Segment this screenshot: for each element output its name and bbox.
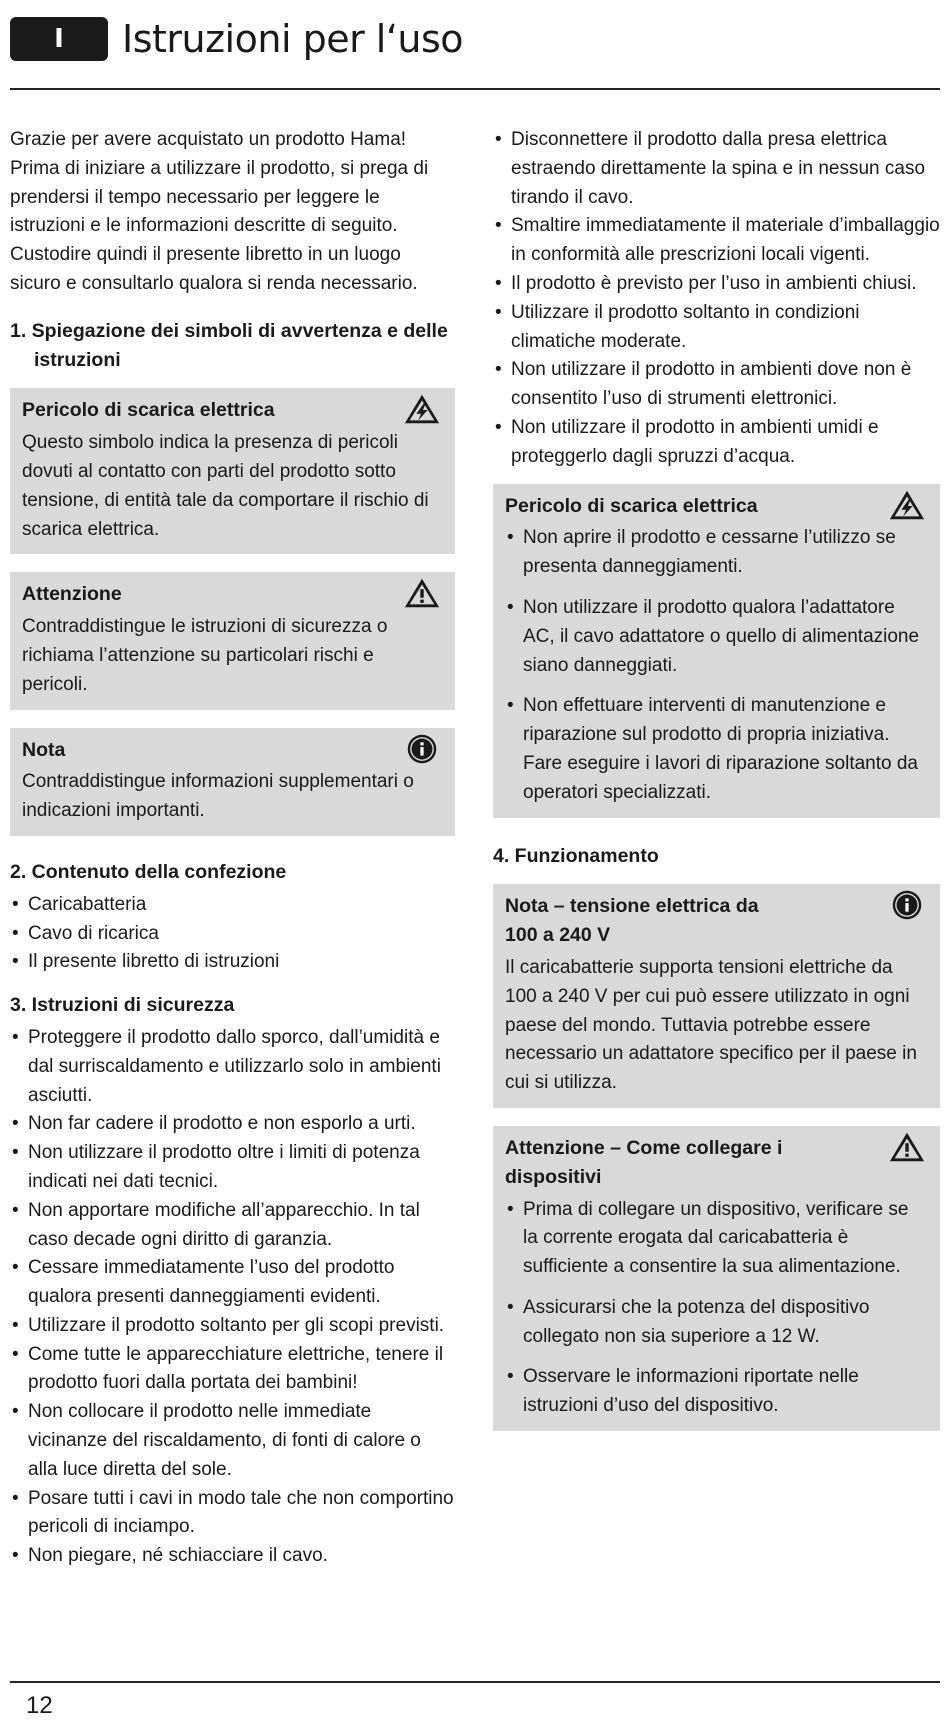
language-badge: I	[10, 17, 108, 61]
box-text: Questo simbolo indica la presenza di pericoli dovuti al contatto con parti del prodotto sotto tensione, di entità tale da comportare il rischio di scarica elettrica.	[22, 432, 429, 540]
list-item: • Non utilizzare il prodotto qualora l’adattatore AC, il cavo adattatore o quello di alimentazione siano danneggiati.	[505, 594, 928, 680]
list-item: • Non piegare, né schiacciare il cavo.	[10, 1542, 455, 1571]
right-column	[493, 126, 940, 1431]
document-title: Istruzioni per l‘uso	[122, 17, 464, 61]
box-title: Nota	[22, 738, 66, 761]
warning-icon	[888, 1130, 926, 1164]
box-title: Attenzione	[22, 583, 122, 606]
box-electric-danger	[493, 484, 940, 818]
box-electric-danger	[10, 388, 455, 554]
info-icon	[403, 732, 441, 766]
box-text: Contraddistingue le istruzioni di sicurezza o richiama l’attenzione su particolari rischi e pericoli.	[22, 616, 388, 695]
section-heading-symbols: 1. Spiegazione dei simboli di avvertenza e delle istruzioni	[10, 319, 448, 371]
list-item: • Non utilizzare il prodotto oltre i limiti di potenza indicati nei dati tecnici.	[10, 1139, 455, 1197]
list-item: • Posare tutti i cavi in modo tale che non comportino pericoli di inciampo.	[10, 1485, 455, 1543]
box-attention	[10, 572, 455, 709]
box-title: Attenzione – Come collegare i dispositivi	[505, 1136, 783, 1188]
list-item: • Prima di collegare un dispositivo, verificare se la corrente erogata dal caricabatteria è sufficiente a consentire la sua alimentazione.	[505, 1196, 928, 1282]
list-item: • Non apportare modifiche all’apparecchio. In tal caso decade ogni diritto di garanzia.	[10, 1197, 455, 1255]
list-item: • Utilizzare il prodotto soltanto per gli scopi previsti.	[10, 1312, 455, 1341]
box-text: Contraddistingue informazioni supplementari o indicazioni importanti.	[22, 771, 414, 822]
box-title: Pericolo di scarica elettrica	[505, 494, 758, 517]
intro-paragraph: Grazie per avere acquistato un prodotto Hama! Prima di iniziare a utilizzare il prodotto, si prega di prendersi il tempo necessario per leggere le istruzioni e le informazioni descritte di seguito. Custodire quindi il presente libretto in un luogo sicuro e consultarlo qualora si renda necessario.	[10, 129, 429, 294]
list-item: • Non utilizzare il prodotto in ambienti umidi e proteggerlo dagli spruzzi d’acqua.	[493, 414, 940, 472]
box-title: Pericolo di scarica elettrica	[22, 399, 275, 422]
package-contents-list	[10, 891, 455, 977]
warning-icon	[403, 576, 441, 610]
section-heading-contents: 2. Contenuto della confezione	[10, 860, 287, 883]
list-item: • Disconnettere il prodotto dalla presa elettrica estraendo direttamente la spina e in nessun caso tirando il cavo.	[493, 126, 940, 212]
safety-list-continued	[493, 126, 940, 472]
list-item: • Come tutte le apparecchiature elettriche, tenere il prodotto fuori dalla portata dei bambini!	[10, 1341, 455, 1399]
box-list	[505, 524, 928, 807]
list-item: • Cavo di ricarica	[10, 920, 455, 949]
list-item: • Il presente libretto di istruzioni	[10, 948, 455, 977]
electric-warning-icon	[403, 392, 441, 426]
list-item: • Smaltire immediatamente il materiale d’imballaggio in conformità alle prescrizioni locali vigenti.	[493, 212, 940, 270]
list-item: • Non collocare il prodotto nelle immediate vicinanze del riscaldamento, di fonti di calore o alla luce diretta del sole.	[10, 1398, 455, 1484]
list-item: • Non aprire il prodotto e cessarne l’utilizzo se presenta danneggiamenti.	[505, 524, 928, 582]
page-number: 12	[26, 1692, 53, 1719]
box-title: Nota – tensione elettrica da 100 a 240 V	[505, 895, 759, 947]
list-item: • Cessare immediatamente l’uso del prodotto qualora presenti danneggiamenti evidenti.	[10, 1254, 455, 1312]
footer-divider	[10, 1681, 940, 1683]
list-item: • Proteggere il prodotto dallo sporco, dall’umidità e dal surriscaldamento e utilizzarlo solo in ambienti asciutti.	[10, 1024, 455, 1110]
box-text: Il caricabatterie supporta tensioni elettriche da 100 a 240 V per cui può essere utilizzato in ogni paese del mondo. Tuttavia potrebbe essere necessario un adattatore specifico per il paese in cui si utilizza.	[505, 956, 917, 1094]
list-item: • Il prodotto è previsto per l’uso in ambienti chiusi.	[493, 270, 940, 299]
list-item: • Caricabatteria	[10, 891, 455, 920]
list-item: • Assicurarsi che la potenza del dispositivo collegato non sia superiore a 12 W.	[505, 1294, 928, 1352]
box-note	[10, 728, 455, 836]
list-item: • Non effettuare interventi di manutenzione e riparazione sul prodotto di propria iniziativa. Fare eseguire i lavori di riparazione soltanto da operatori specializzati.	[505, 692, 928, 807]
list-item: • Osservare le informazioni riportate nelle istruzioni d’uso del dispositivo.	[505, 1363, 928, 1421]
header-divider	[10, 88, 940, 90]
box-attention	[493, 1126, 940, 1431]
list-item: • Non utilizzare il prodotto in ambienti dove non è consentito l’uso di strumenti elettronici.	[493, 356, 940, 414]
info-icon	[888, 888, 926, 922]
list-item: • Non far cadere il prodotto e non esporlo a urti.	[10, 1110, 455, 1139]
list-item: • Utilizzare il prodotto soltanto in condizioni climatiche moderate.	[493, 299, 940, 357]
section-heading-safety: 3. Istruzioni di sicurezza	[10, 994, 235, 1017]
left-column	[10, 126, 455, 1571]
box-note	[493, 884, 940, 1108]
page-header	[10, 14, 463, 64]
box-list	[505, 1196, 928, 1422]
electric-warning-icon	[888, 488, 926, 522]
section-heading-operation: 4. Funzionamento	[493, 844, 659, 867]
safety-list	[10, 1024, 455, 1571]
